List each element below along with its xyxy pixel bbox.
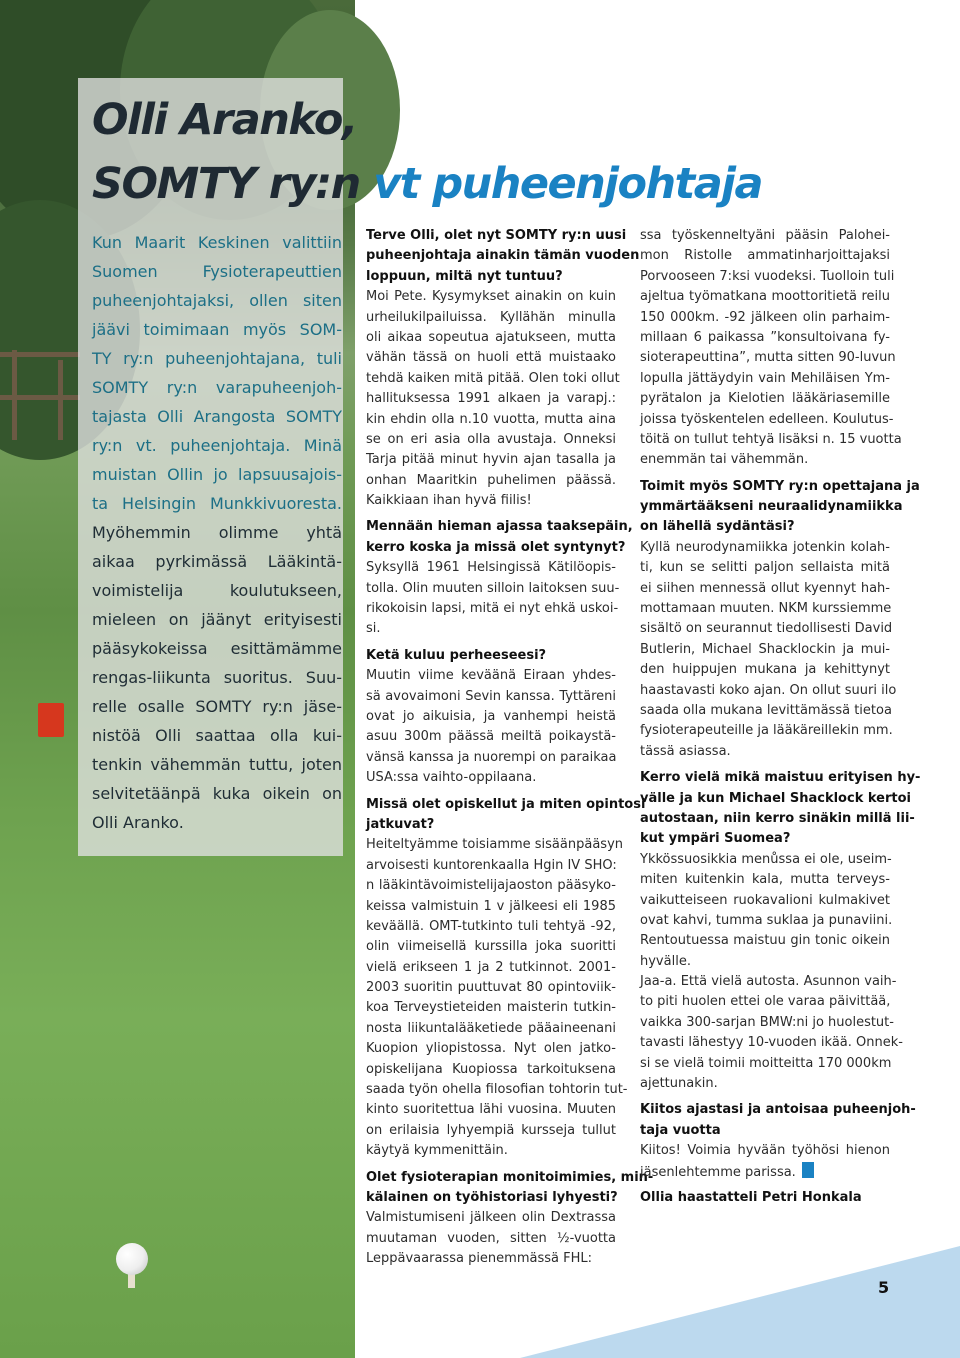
answer-line: koa Terveystieteiden maisterin tutkin- (366, 1000, 616, 1016)
question-line: on lähellä sydäntäsi? (640, 519, 795, 535)
question-line: puheenjohtaja ainakin tämän vuoden (366, 248, 640, 264)
answer-line: si se vielä toimii moitteitta 170 000km (640, 1055, 892, 1071)
answer-line: millaan 6 paikassa ”konsultoivana fy- (640, 329, 890, 345)
intro-line: tenkin vähemmän tuttu, joten (92, 755, 342, 774)
intro-line: tajasta Olli Arangosta SOMTY (92, 407, 342, 426)
answer-line: enemmän tai vähemmän. (640, 452, 809, 468)
question-line: Olet fysioterapian monitoimimies, min- (366, 1169, 654, 1185)
answer-line: sä avovaimoni Sevin kanssa. Tyttäreni (366, 688, 616, 704)
answer-line: Moi Pete. Kysymykset ainakin on kuin (366, 289, 616, 305)
red-tee-marker (38, 703, 64, 737)
interview-answer (366, 287, 620, 511)
interview-question (640, 768, 921, 850)
interview-question (640, 477, 920, 538)
interview-answer (366, 558, 620, 640)
intro-line: rengas-liikunta suoritus. Suu- (92, 668, 342, 687)
article-column-2 (640, 226, 921, 1208)
answer-line: se on eri asia olla avustaja. Onneksi (366, 431, 616, 447)
article-column-1 (366, 226, 654, 1270)
intro-line: puheenjohtajaksi, ollen siten (92, 291, 342, 310)
answer-line: Heiteltyämme toisiamme sisäänpääsyn (366, 837, 623, 853)
answer-line: den huippujen mukana ja kehittynyt (640, 662, 890, 678)
question-line: kerro koska ja missä olet syntynyt? (366, 539, 626, 555)
question-line: Ketä kuluu perheeseesi? (366, 647, 547, 663)
answer-line: käytyä kymmenittäin. (366, 1143, 508, 1159)
question-line: ymmärtääkseni neuraalidynamiikka (640, 499, 903, 515)
question-line: välle ja kun Michael Shacklock kertoi (640, 790, 911, 806)
answer-line: n lääkintävoimistelijajaoston pääsyko- (366, 878, 616, 894)
answer-line: töitä on tullut tehtyä lisäksi n. 15 vuotta (640, 431, 902, 447)
answer-line: keissa valmistuin 1 v jälkeesi eli 1985 (366, 898, 616, 914)
answer-line: to piti huolen ettei ole varaa päivittää, (640, 994, 891, 1010)
question-line: Missä olet opiskellut ja miten opintosi (366, 796, 646, 812)
intro-line: Kun Maarit Keskinen valittiin (92, 233, 342, 252)
question-line: Terve Olli, olet nyt SOMTY ry:n uusi (366, 228, 627, 243)
answer-line: Rentoutuessa maistuu gin tonic oikein (640, 933, 890, 949)
answer-line: Porvooseen 7:ksi vuodeksi. Tuolloin tuli (640, 268, 895, 284)
answer-line: Valmistumiseni jälkeen olin Dextrassa (366, 1210, 616, 1226)
answer-line: olin viimeisellä kurssilla joka suoritti (366, 939, 616, 955)
answer-line: 2003 suoritin puuttuvat 80 opintoviik- (366, 980, 616, 996)
answer-line: hyvälle. (640, 953, 691, 969)
answer-line: vaikka 300-sarjan BMW:ni jo huolestut- (640, 1014, 894, 1030)
interview-question (366, 1168, 654, 1209)
answer-line: rikokoisin lapsi, mitä ei nyt ehkä uskoi- (366, 601, 619, 617)
answer-line: Kuopion yliopistossa. Nyt olen jatko- (366, 1041, 616, 1057)
title-line-1: Olli Aranko, (92, 95, 357, 145)
answer-line: sioterapeuttina”, mutta sitten 90-luvun (640, 350, 896, 366)
answer-line: Ykkössuosikkia menůssa ei ole, useim- (640, 851, 892, 867)
answer-line: Tarja pitää minut hyvin ajan tasalla ja (366, 452, 616, 468)
answer-line: fysioterapeuteille ja lääkäreillekin mm. (640, 723, 893, 739)
question-line: jatkuvat? (366, 816, 435, 832)
answer-line: nosta liikuntalääketiede pääaineenani (366, 1020, 616, 1036)
answer-line: tässä asiassa. (640, 743, 731, 759)
answer-line: vielä erikseen 1 ja 2 tutkinnot. 2001- (366, 959, 616, 975)
answer-line: joissa työskentelen edelleen. Koulutus- (640, 411, 894, 427)
answer-line: urheilukilpailuissa. Kyllähän minulla (366, 309, 616, 325)
answer-line: haastavasti koko ajan. On ollut suuri ilo (640, 682, 897, 698)
interviewer-credit: Ollia haastatteli Petri Honkala (640, 1189, 862, 1205)
answer-line: saada työn ohella filosofian tohtorin tut- (366, 1082, 628, 1098)
interview-question (366, 795, 646, 836)
answer-line: si. (366, 621, 381, 637)
interview-answer (640, 538, 897, 762)
question-line: Toimit myös SOMTY ry:n opettajana ja (640, 478, 920, 494)
answer-line: jäsenlehtemme parissa. (640, 1162, 890, 1182)
intro-line: pääsykokeissa esittämämme (92, 639, 342, 658)
answer-line: vähän tässä on huoli että muistaako (366, 350, 616, 366)
answer-line: miten kuitenkin kala, mutta terveys- (640, 872, 890, 888)
title-role: vt puheenjohtaja (373, 159, 763, 209)
answer-line: tehdä kaiken mitä pitää. Olen toki ollut (366, 370, 620, 386)
answer-line: Kiitos! Voimia hyvään työhösi hienon (640, 1143, 890, 1159)
answer-line: arvoisesti kuntorenkaalla Hgin IV SHO: (366, 857, 617, 873)
intro-line: jäävi toimimaan myös SOM- (92, 320, 342, 339)
intro-line: Suomen Fysioterapeuttien (92, 262, 342, 281)
answer-line: ssa työskenneltyäni pääsin Palohei- (640, 228, 890, 243)
answer-line: Muutin viime keväänä Eiraan yhdes- (366, 668, 616, 684)
answer-line: hallituksessa 1991 alkaen ja varapj.: (366, 391, 616, 407)
fence-post (12, 350, 17, 440)
article-title (92, 88, 762, 216)
answer-line: opiskelijana Kuopiossa tarkoituksena (366, 1061, 616, 1077)
answer-line: mon Ristolle ammatinharjoittajaksi (640, 248, 890, 264)
answer-line: Leppävaarassa pienemmässä FHL: (366, 1251, 592, 1267)
end-of-article-mark (802, 1162, 814, 1178)
answer-line: ti, kun se selitti paljon sellaista mitä (640, 560, 890, 576)
answer-line: asuu 300m päässä meiltä poikaystä- (366, 729, 616, 745)
answer-line: ei siihen mennessä ollut kyennyt hah- (640, 580, 890, 596)
answer-line: Kaikkiaan ihan hyvä fiilis! (366, 493, 532, 509)
answer-line: vaikutteiseen ruokavalioni kulmakivet (640, 892, 890, 908)
intro-line: selvitetäänpä kuka oikein on (92, 784, 342, 803)
answer-line: saada olla mukana levittämässä tietoa (640, 702, 892, 718)
intro-line: Myöhemmin olimme yhtä (92, 523, 342, 542)
answer-line: USA:ssa vaihto-oppilaana. (366, 770, 537, 786)
answer-line: ajettunakin. (640, 1076, 718, 1092)
answer-line: tavasti lähestyy 10-vuoden ikää. Onnek- (640, 1035, 903, 1051)
interview-question (366, 226, 640, 287)
answer-line: on erilaisia lyhyempiä kursseja tullut (366, 1122, 616, 1138)
intro-line: mieleen on jäänyt erityisesti (92, 610, 342, 629)
intro-text (92, 228, 342, 837)
answer-line: Kyllä neurodynamiikka jotenkin kolah- (640, 539, 890, 555)
interview-answer (640, 850, 903, 1095)
intro-line: ry:n vt. puheenjohtaja. Minä (92, 436, 342, 455)
title-organization: SOMTY ry:n (92, 159, 360, 209)
interview-question (640, 1100, 916, 1141)
interview-question (366, 517, 633, 558)
answer-line: mottamaan muuten. NKM kurssiemme (640, 601, 892, 617)
question-line: Kiitos ajastasi ja antoisaa puheenjoh- (640, 1102, 916, 1118)
question-line: taja vuotta (640, 1122, 721, 1138)
page-corner-decoration (520, 1246, 960, 1358)
answer-line: keväällä. OMT-tutkinto tuli tehtyä -92, (366, 918, 616, 934)
intro-line: aikaa pyrkimässä Lääkintä- (92, 552, 342, 571)
answer-line: Syksyllä 1961 Helsingissä Kätilöopis- (366, 560, 616, 576)
question-line: Mennään hieman ajassa taaksepäin, (366, 519, 633, 535)
answer-line: muutaman vuoden, sitten ½-vuotta (366, 1230, 616, 1246)
answer-line: kinto suoritettua lähi vuosina. Muuten (366, 1102, 616, 1118)
fence-post (58, 360, 63, 440)
intro-line: TY ry:n puheenjohtajana, tuli (92, 349, 342, 368)
interview-answer (366, 666, 616, 788)
question-line: Kerro vielä mikä maistuu erityisen hy- (640, 770, 921, 786)
answer-line: 150 000km. -92 jälkeen olin parhaim- (640, 309, 890, 325)
answer-line: lopulla jättäydyin vain Mehiläisen Ym- (640, 370, 890, 386)
answer-line: ovat kahvi, tumma suklaa ja punaviini. (640, 912, 893, 928)
intro-line: relle osalle SOMTY ry:n jäse- (92, 697, 342, 716)
question-line: loppuun, miltä nyt tuntuu? (366, 268, 563, 284)
answer-line: onhan Maaritkin puhelimen päässä. (366, 472, 616, 488)
question-line: autostaan, niin kerro sinäkin millä lii- (640, 810, 915, 826)
intro-line: voimistelija koulutukseen, (92, 581, 342, 600)
answer-line: oli aikaa sopeutua ajatukseen, mutta (366, 329, 616, 345)
interview-answer (366, 835, 628, 1161)
intro-line: SOMTY ry:n varapuheenjoh- (92, 378, 342, 397)
answer-line: ovat jo aikuisia, ja vanhempi heistä (366, 708, 616, 724)
intro-line: nistöä Olli saattaa olla kui- (92, 726, 342, 745)
interview-answer (640, 1141, 890, 1182)
golf-ball (116, 1243, 148, 1275)
answer-line: tolla. Olin muuten silloin laitoksen suu- (366, 580, 620, 596)
answer-line: Butlerin, Michael Shacklockin ja mui- (640, 641, 890, 657)
answer-line: sisältö on seurannut tiedollisesti David (640, 621, 893, 637)
answer-line: vänsä kanssa ja nuorempi on paraikaa (366, 749, 617, 765)
intro-line: muistan Ollin jo lapsuusajois- (92, 465, 342, 484)
intro-line: Olli Aranko. (92, 813, 184, 832)
intro-line: ta Helsingin Munkkivuoresta. (92, 494, 342, 513)
interview-question (366, 646, 616, 666)
question-line: kut ympäri Suomea? (640, 831, 791, 847)
answer-line: Jaa-a. Että vielä autosta. Asunnon vaih- (640, 974, 897, 990)
page-number: 5 (878, 1278, 890, 1297)
question-line: kälainen on työhistoriasi lyhyesti? (366, 1189, 618, 1205)
answer-line: pyrätalon ja Kielotien lääkäriasemille (640, 391, 890, 407)
interview-answer (640, 226, 902, 471)
answer-line: kin ehdin olla n.10 vuotta, mutta aina (366, 411, 616, 427)
answer-line: ajeltua työmatkana moottoritietä reilu (640, 289, 890, 305)
